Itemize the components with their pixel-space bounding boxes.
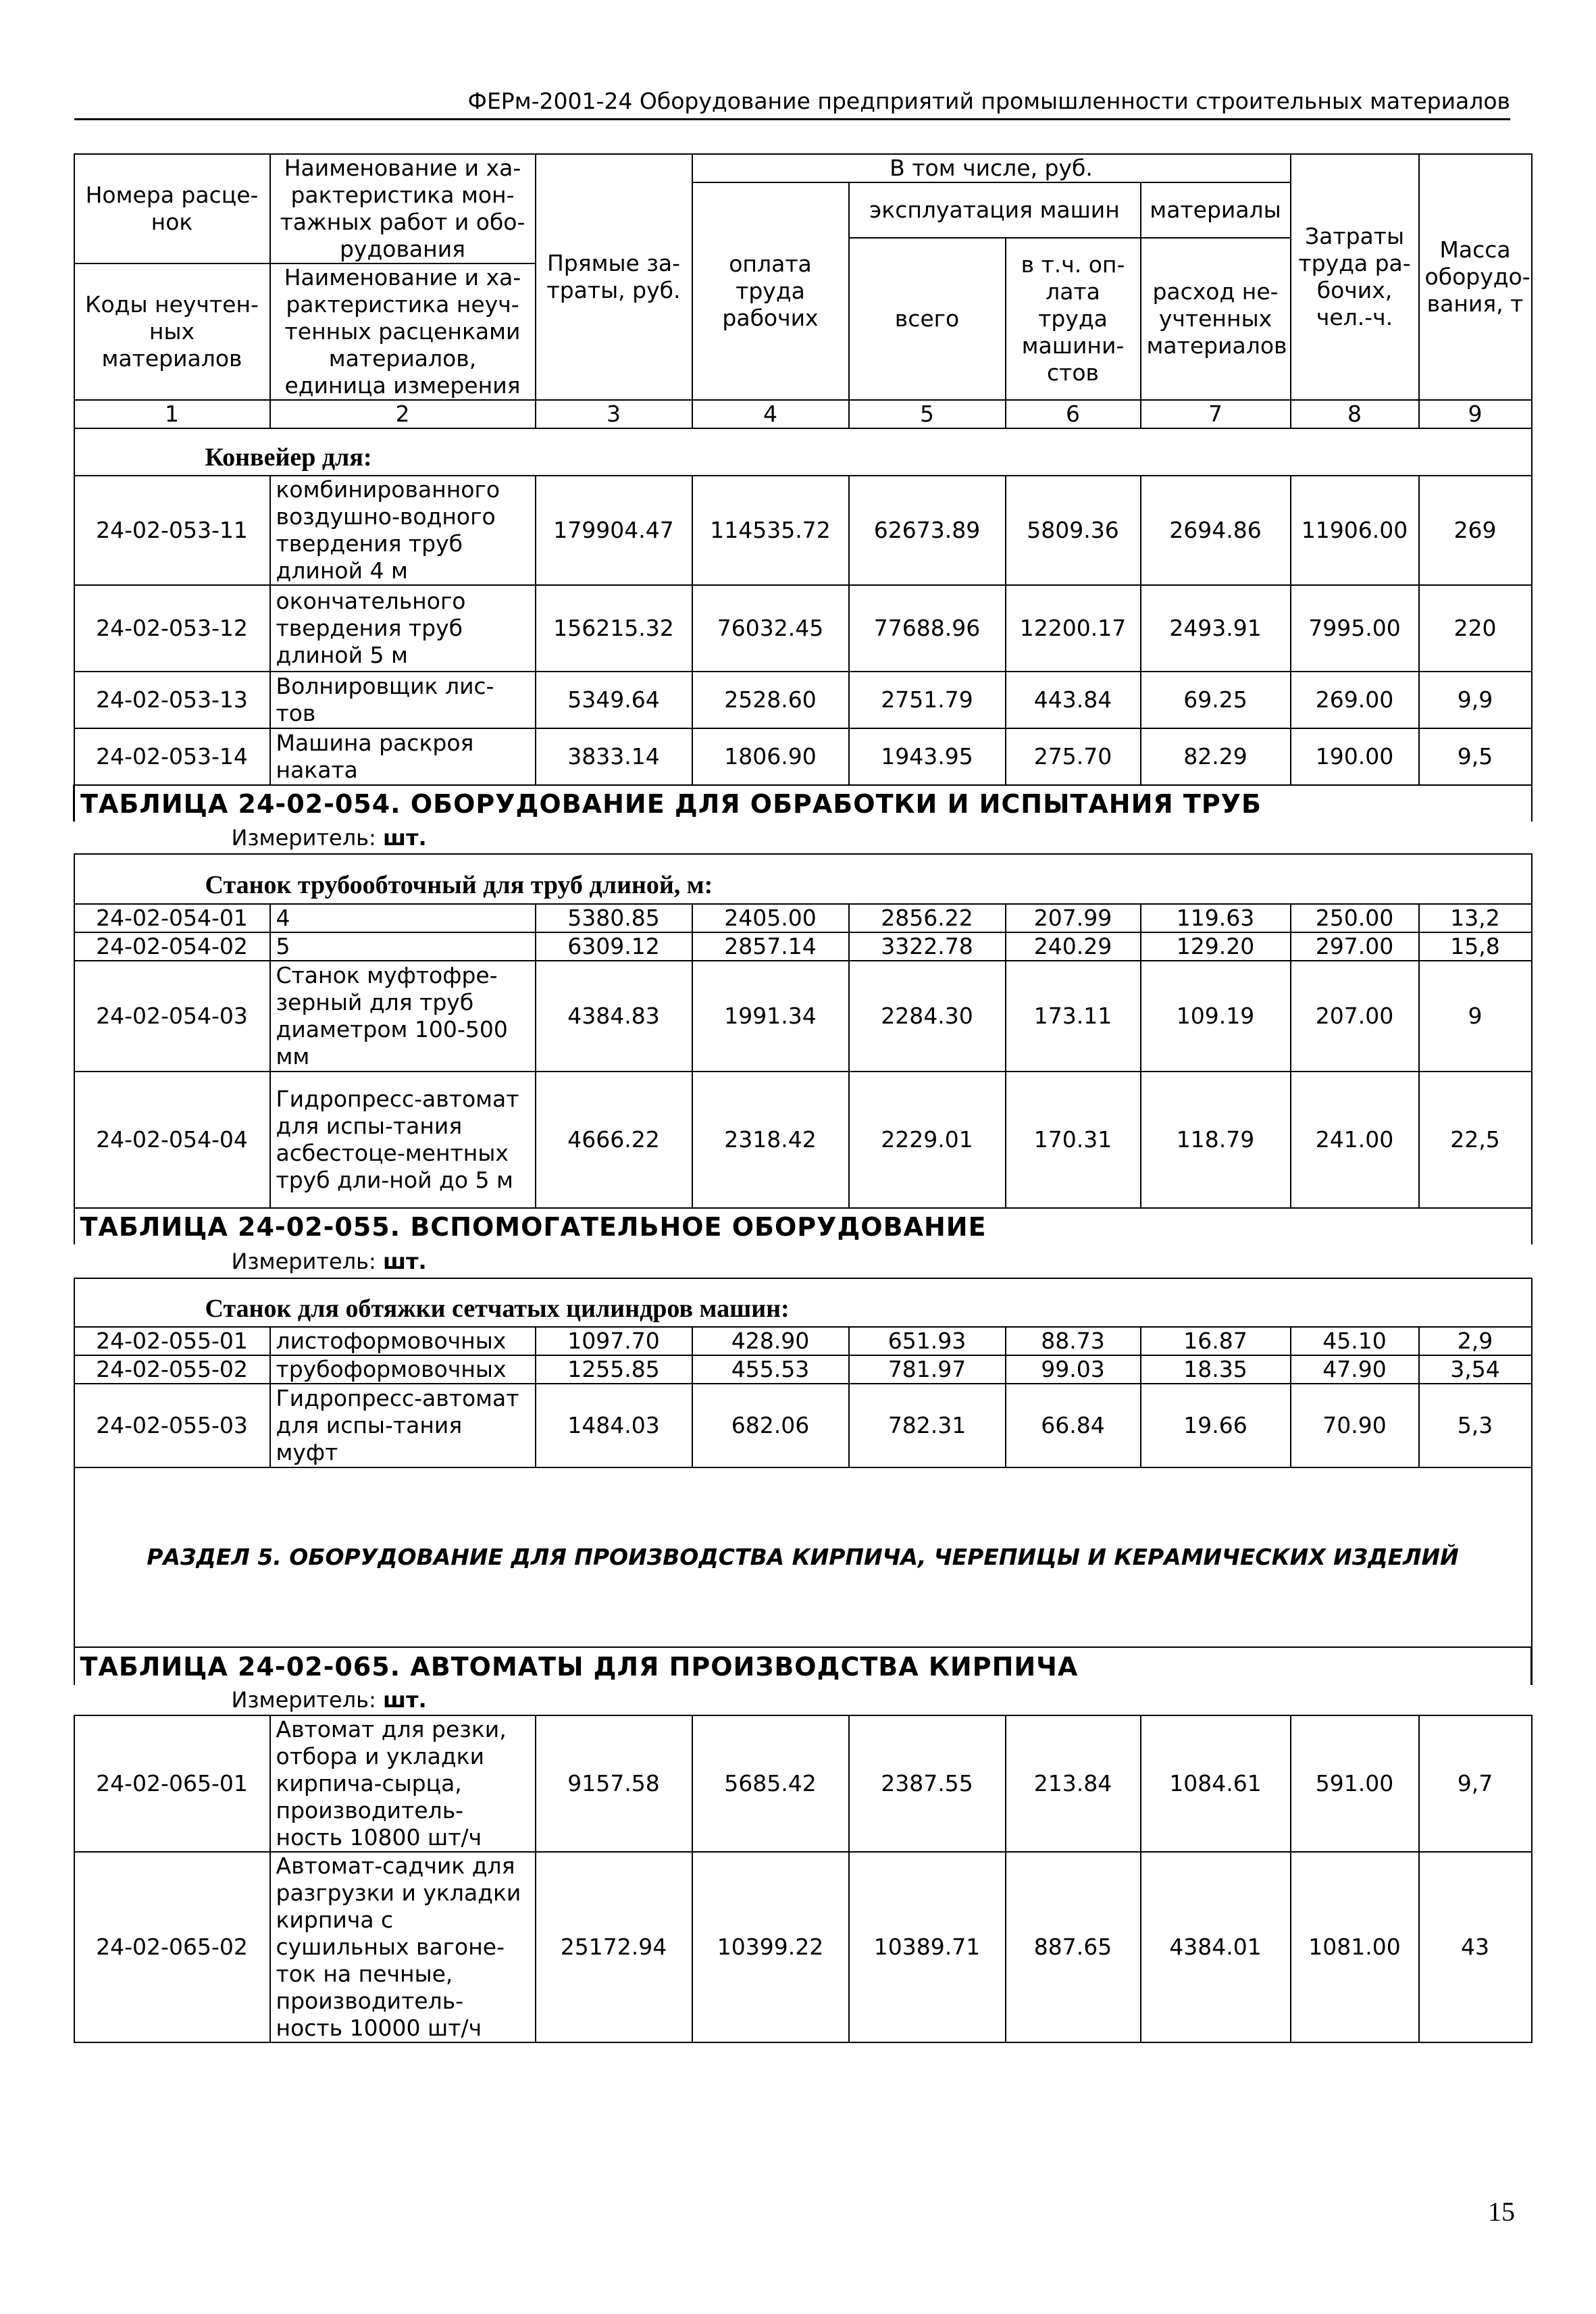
machinist-wage: 99.03 xyxy=(1006,1355,1141,1384)
direct-costs: 25172.94 xyxy=(536,1852,692,2042)
machinist-wage: 207.99 xyxy=(1006,904,1141,932)
header-material-codes: Коды неучтен-ных материалов xyxy=(74,263,270,400)
column-number-9: 9 xyxy=(1419,400,1532,428)
column-number-5: 5 xyxy=(849,400,1006,428)
header-unaccounted-materials: расход не-учтенных материалов xyxy=(1141,238,1291,400)
rate-code: 24-02-054-04 xyxy=(74,1072,270,1208)
work-name: трубоформовочных xyxy=(270,1355,536,1384)
column-number-3: 3 xyxy=(536,400,692,428)
machine-total: 2751.79 xyxy=(849,672,1006,728)
table-row xyxy=(74,961,1532,1072)
machine-total: 651.93 xyxy=(849,1327,1006,1355)
rate-code: 24-02-053-11 xyxy=(74,476,270,585)
labor-costs: 190.00 xyxy=(1291,728,1419,785)
group-title: Конвейер для: xyxy=(205,443,372,472)
machinist-wage: 5809.36 xyxy=(1006,476,1141,585)
machine-total: 77688.96 xyxy=(849,585,1006,672)
machinist-wage: 887.65 xyxy=(1006,1852,1141,2042)
direct-costs: 4384.83 xyxy=(536,961,692,1072)
machinist-wage: 275.70 xyxy=(1006,728,1141,785)
worker-wage: 2318.42 xyxy=(692,1072,849,1208)
measure xyxy=(80,823,1526,853)
materials: 1084.61 xyxy=(1141,1715,1291,1852)
table-title: ТАБЛИЦА 24-02-055. ВСПОМОГАТЕЛЬНОЕ ОБОРУДОВАНИЕ xyxy=(80,1211,987,1242)
equipment-mass: 3,54 xyxy=(1419,1355,1532,1384)
equipment-mass: 9,7 xyxy=(1419,1715,1532,1852)
measure-label: Измеритель: xyxy=(231,1248,376,1274)
machine-total: 2856.22 xyxy=(849,904,1006,932)
materials: 4384.01 xyxy=(1141,1852,1291,2042)
worker-wage: 682.06 xyxy=(692,1384,849,1467)
measure-unit: шт. xyxy=(382,824,427,851)
work-name: окончательного твердения труб длиной 5 м xyxy=(270,585,536,672)
materials: 129.20 xyxy=(1141,932,1291,961)
materials: 82.29 xyxy=(1141,728,1291,785)
table-row xyxy=(74,1072,1532,1208)
header-materials: материалы xyxy=(1141,182,1291,238)
worker-wage: 455.53 xyxy=(692,1355,849,1384)
worker-wage: 2528.60 xyxy=(692,672,849,728)
table-row xyxy=(74,1852,1532,2042)
labor-costs: 7995.00 xyxy=(1291,585,1419,672)
column-number-7: 7 xyxy=(1141,400,1291,428)
equipment-mass: 220 xyxy=(1419,585,1532,672)
measure xyxy=(80,1247,1526,1276)
equipment-mass: 2,9 xyxy=(1419,1327,1532,1355)
column-number-8: 8 xyxy=(1291,400,1419,428)
rate-code: 24-02-055-03 xyxy=(74,1384,270,1467)
measure-row xyxy=(74,822,1532,854)
running-header: ФЕРм-2001-24 Оборудование предприятий промышленности строительных материалов xyxy=(74,86,1510,120)
work-name: Волнировщик лис-тов xyxy=(270,672,536,728)
rate-code: 24-02-055-02 xyxy=(74,1355,270,1384)
equipment-mass: 43 xyxy=(1419,1852,1532,2042)
materials: 2694.86 xyxy=(1141,476,1291,585)
machinist-wage: 443.84 xyxy=(1006,672,1141,728)
equipment-mass: 9 xyxy=(1419,961,1532,1072)
header-equipment-mass: Масса оборудо-вания, т xyxy=(1419,154,1532,400)
labor-costs: 45.10 xyxy=(1291,1327,1419,1355)
table-row xyxy=(74,1327,1532,1355)
labor-costs: 11906.00 xyxy=(1291,476,1419,585)
measure-unit: шт. xyxy=(382,1248,427,1274)
worker-wage: 76032.45 xyxy=(692,585,849,672)
machine-total: 10389.71 xyxy=(849,1852,1006,2042)
worker-wage: 2405.00 xyxy=(692,904,849,932)
machinist-wage: 88.73 xyxy=(1006,1327,1141,1355)
direct-costs: 1097.70 xyxy=(536,1327,692,1355)
header-including: В том числе, руб. xyxy=(692,154,1291,182)
work-name: 5 xyxy=(270,932,536,961)
table-row xyxy=(74,904,1532,932)
table-row xyxy=(74,1715,1532,1852)
table-row xyxy=(74,585,1532,672)
machinist-wage: 12200.17 xyxy=(1006,585,1141,672)
work-name: 4 xyxy=(270,904,536,932)
direct-costs: 1484.03 xyxy=(536,1384,692,1467)
group-title: Станок трубообточный для труб длиной, м: xyxy=(205,871,713,899)
machine-total: 2387.55 xyxy=(849,1715,1006,1852)
equipment-mass: 15,8 xyxy=(1419,932,1532,961)
measure-row xyxy=(74,1685,1532,1715)
table-title: ТАБЛИЦА 24-02-065. АВТОМАТЫ ДЛЯ ПРОИЗВОДСТВА КИРПИЧА xyxy=(80,1651,1079,1682)
measure-unit: шт. xyxy=(382,1687,427,1713)
worker-wage: 10399.22 xyxy=(692,1852,849,2042)
machinist-wage: 240.29 xyxy=(1006,932,1141,961)
table-title-054-cell xyxy=(74,785,1532,822)
materials: 16.87 xyxy=(1141,1327,1291,1355)
rate-code: 24-02-054-03 xyxy=(74,961,270,1072)
labor-costs: 241.00 xyxy=(1291,1072,1419,1208)
work-name: комбинированного воздушно-водного твердения труб длиной 4 м xyxy=(270,476,536,585)
table-title: ТАБЛИЦА 24-02-054. ОБОРУДОВАНИЕ ДЛЯ ОБРАБОТКИ И ИСПЫТАНИЯ ТРУБ xyxy=(80,788,1262,819)
materials: 2493.91 xyxy=(1141,585,1291,672)
direct-costs: 4666.22 xyxy=(536,1072,692,1208)
header-machine-operation: эксплуатация машин xyxy=(849,182,1141,238)
worker-wage: 5685.42 xyxy=(692,1715,849,1852)
labor-costs: 1081.00 xyxy=(1291,1852,1419,2042)
direct-costs: 6309.12 xyxy=(536,932,692,961)
header-work-name: Наименование и ха-рактеристика мон-тажных работ и обо-рудования xyxy=(270,154,536,263)
table-row xyxy=(74,1355,1532,1384)
work-name: Машина раскроя наката xyxy=(270,728,536,785)
equipment-mass: 9,9 xyxy=(1419,672,1532,728)
direct-costs: 156215.32 xyxy=(536,585,692,672)
work-name: Гидропресс-автомат для испы-тания муфт xyxy=(270,1384,536,1467)
rate-code: 24-02-054-01 xyxy=(74,904,270,932)
price-table-sheet xyxy=(73,153,1530,2043)
column-number-2: 2 xyxy=(270,400,536,428)
worker-wage: 1991.34 xyxy=(692,961,849,1072)
rate-code: 24-02-054-02 xyxy=(74,932,270,961)
rate-code: 24-02-053-14 xyxy=(74,728,270,785)
direct-costs: 5349.64 xyxy=(536,672,692,728)
table-row xyxy=(74,672,1532,728)
header-machinist-wage: в т.ч. оп-лата труда машини-стов xyxy=(1006,238,1141,400)
worker-wage: 114535.72 xyxy=(692,476,849,585)
machine-total: 2284.30 xyxy=(849,961,1006,1072)
header-labor-costs: Затраты труда ра-бочих, чел.-ч. xyxy=(1291,154,1419,400)
measure xyxy=(80,1685,1526,1715)
column-number-4: 4 xyxy=(692,400,849,428)
direct-costs: 9157.58 xyxy=(536,1715,692,1852)
measure-label: Измеритель: xyxy=(231,824,376,851)
machinist-wage: 170.31 xyxy=(1006,1072,1141,1208)
machine-total: 781.97 xyxy=(849,1355,1006,1384)
section-title: РАЗДЕЛ 5. ОБОРУДОВАНИЕ ДЛЯ ПРОИЗВОДСТВА КИРПИЧА, ЧЕРЕПИЦЫ И КЕРАМИЧЕСКИХ ИЗДЕЛИЙ xyxy=(74,1467,1532,1647)
equipment-mass: 269 xyxy=(1419,476,1532,585)
rate-code: 24-02-055-01 xyxy=(74,1327,270,1355)
header-direct-costs: Прямые за-траты, руб. xyxy=(536,154,692,400)
machinist-wage: 213.84 xyxy=(1006,1715,1141,1852)
equipment-mass: 5,3 xyxy=(1419,1384,1532,1467)
worker-wage: 428.90 xyxy=(692,1327,849,1355)
worker-wage: 2857.14 xyxy=(692,932,849,961)
table-title-055-cell xyxy=(74,1208,1532,1244)
worker-wage: 1806.90 xyxy=(692,728,849,785)
machine-total: 1943.95 xyxy=(849,728,1006,785)
labor-costs: 269.00 xyxy=(1291,672,1419,728)
labor-costs: 70.90 xyxy=(1291,1384,1419,1467)
rate-code: 24-02-053-12 xyxy=(74,585,270,672)
table-row xyxy=(74,932,1532,961)
materials: 118.79 xyxy=(1141,1072,1291,1208)
group-header-lathe xyxy=(74,854,1532,904)
materials: 119.63 xyxy=(1141,904,1291,932)
machine-total: 62673.89 xyxy=(849,476,1006,585)
table-row xyxy=(74,476,1532,585)
machine-total: 2229.01 xyxy=(849,1072,1006,1208)
group-title: Станок для обтяжки сетчатых цилиндров машин: xyxy=(205,1294,790,1323)
machine-total: 782.31 xyxy=(849,1384,1006,1467)
price-table xyxy=(73,153,1533,2043)
labor-costs: 297.00 xyxy=(1291,932,1419,961)
measure-label: Измеритель: xyxy=(231,1687,376,1713)
materials: 19.66 xyxy=(1141,1384,1291,1467)
table-row xyxy=(74,1384,1532,1467)
column-number-1: 1 xyxy=(74,400,270,428)
page-number: 15 xyxy=(1488,2196,1515,2227)
rate-code: 24-02-053-13 xyxy=(74,672,270,728)
machine-total: 3322.78 xyxy=(849,932,1006,961)
machinist-wage: 66.84 xyxy=(1006,1384,1141,1467)
table-row xyxy=(74,728,1532,785)
work-name: Гидропресс-автомат для испы-тания асбестоце-ментных труб дли-ной до 5 м xyxy=(270,1072,536,1208)
equipment-mass: 22,5 xyxy=(1419,1072,1532,1208)
header-worker-wage: оплата труда рабочих xyxy=(692,182,849,400)
header-machine-total: всего xyxy=(849,238,1006,400)
materials: 18.35 xyxy=(1141,1355,1291,1384)
direct-costs: 3833.14 xyxy=(536,728,692,785)
equipment-mass: 9,5 xyxy=(1419,728,1532,785)
column-number-6: 6 xyxy=(1006,400,1141,428)
group-header-mesh xyxy=(74,1278,1532,1327)
work-name: Станок муфтофре-зерный для труб диаметром 100-500 мм xyxy=(270,961,536,1072)
header-rate-number: Номера расце-нок xyxy=(74,154,270,263)
work-name: Автомат-садчик для разгрузки и укладки кирпича с сушильных вагоне-ток на печные, производитель-ность 10000 шт/ч xyxy=(270,1852,536,2042)
equipment-mass: 13,2 xyxy=(1419,904,1532,932)
labor-costs: 591.00 xyxy=(1291,1715,1419,1852)
rate-code: 24-02-065-02 xyxy=(74,1852,270,2042)
work-name: листоформовочных xyxy=(270,1327,536,1355)
direct-costs: 179904.47 xyxy=(536,476,692,585)
rate-code: 24-02-065-01 xyxy=(74,1715,270,1852)
table-title-065-cell xyxy=(74,1647,1532,1685)
group-header-conveyor xyxy=(74,428,1532,476)
labor-costs: 47.90 xyxy=(1291,1355,1419,1384)
machinist-wage: 173.11 xyxy=(1006,961,1141,1072)
materials: 69.25 xyxy=(1141,672,1291,728)
labor-costs: 207.00 xyxy=(1291,961,1419,1072)
labor-costs: 250.00 xyxy=(1291,904,1419,932)
direct-costs: 1255.85 xyxy=(536,1355,692,1384)
direct-costs: 5380.85 xyxy=(536,904,692,932)
measure-row xyxy=(74,1244,1532,1278)
header-material-name: Наименование и ха-рактеристика неуч-тенных расценками материалов, единица измерения xyxy=(270,263,536,400)
materials: 109.19 xyxy=(1141,961,1291,1072)
work-name: Автомат для резки, отбора и укладки кирпича-сырца, производитель-ность 10800 шт/ч xyxy=(270,1715,536,1852)
